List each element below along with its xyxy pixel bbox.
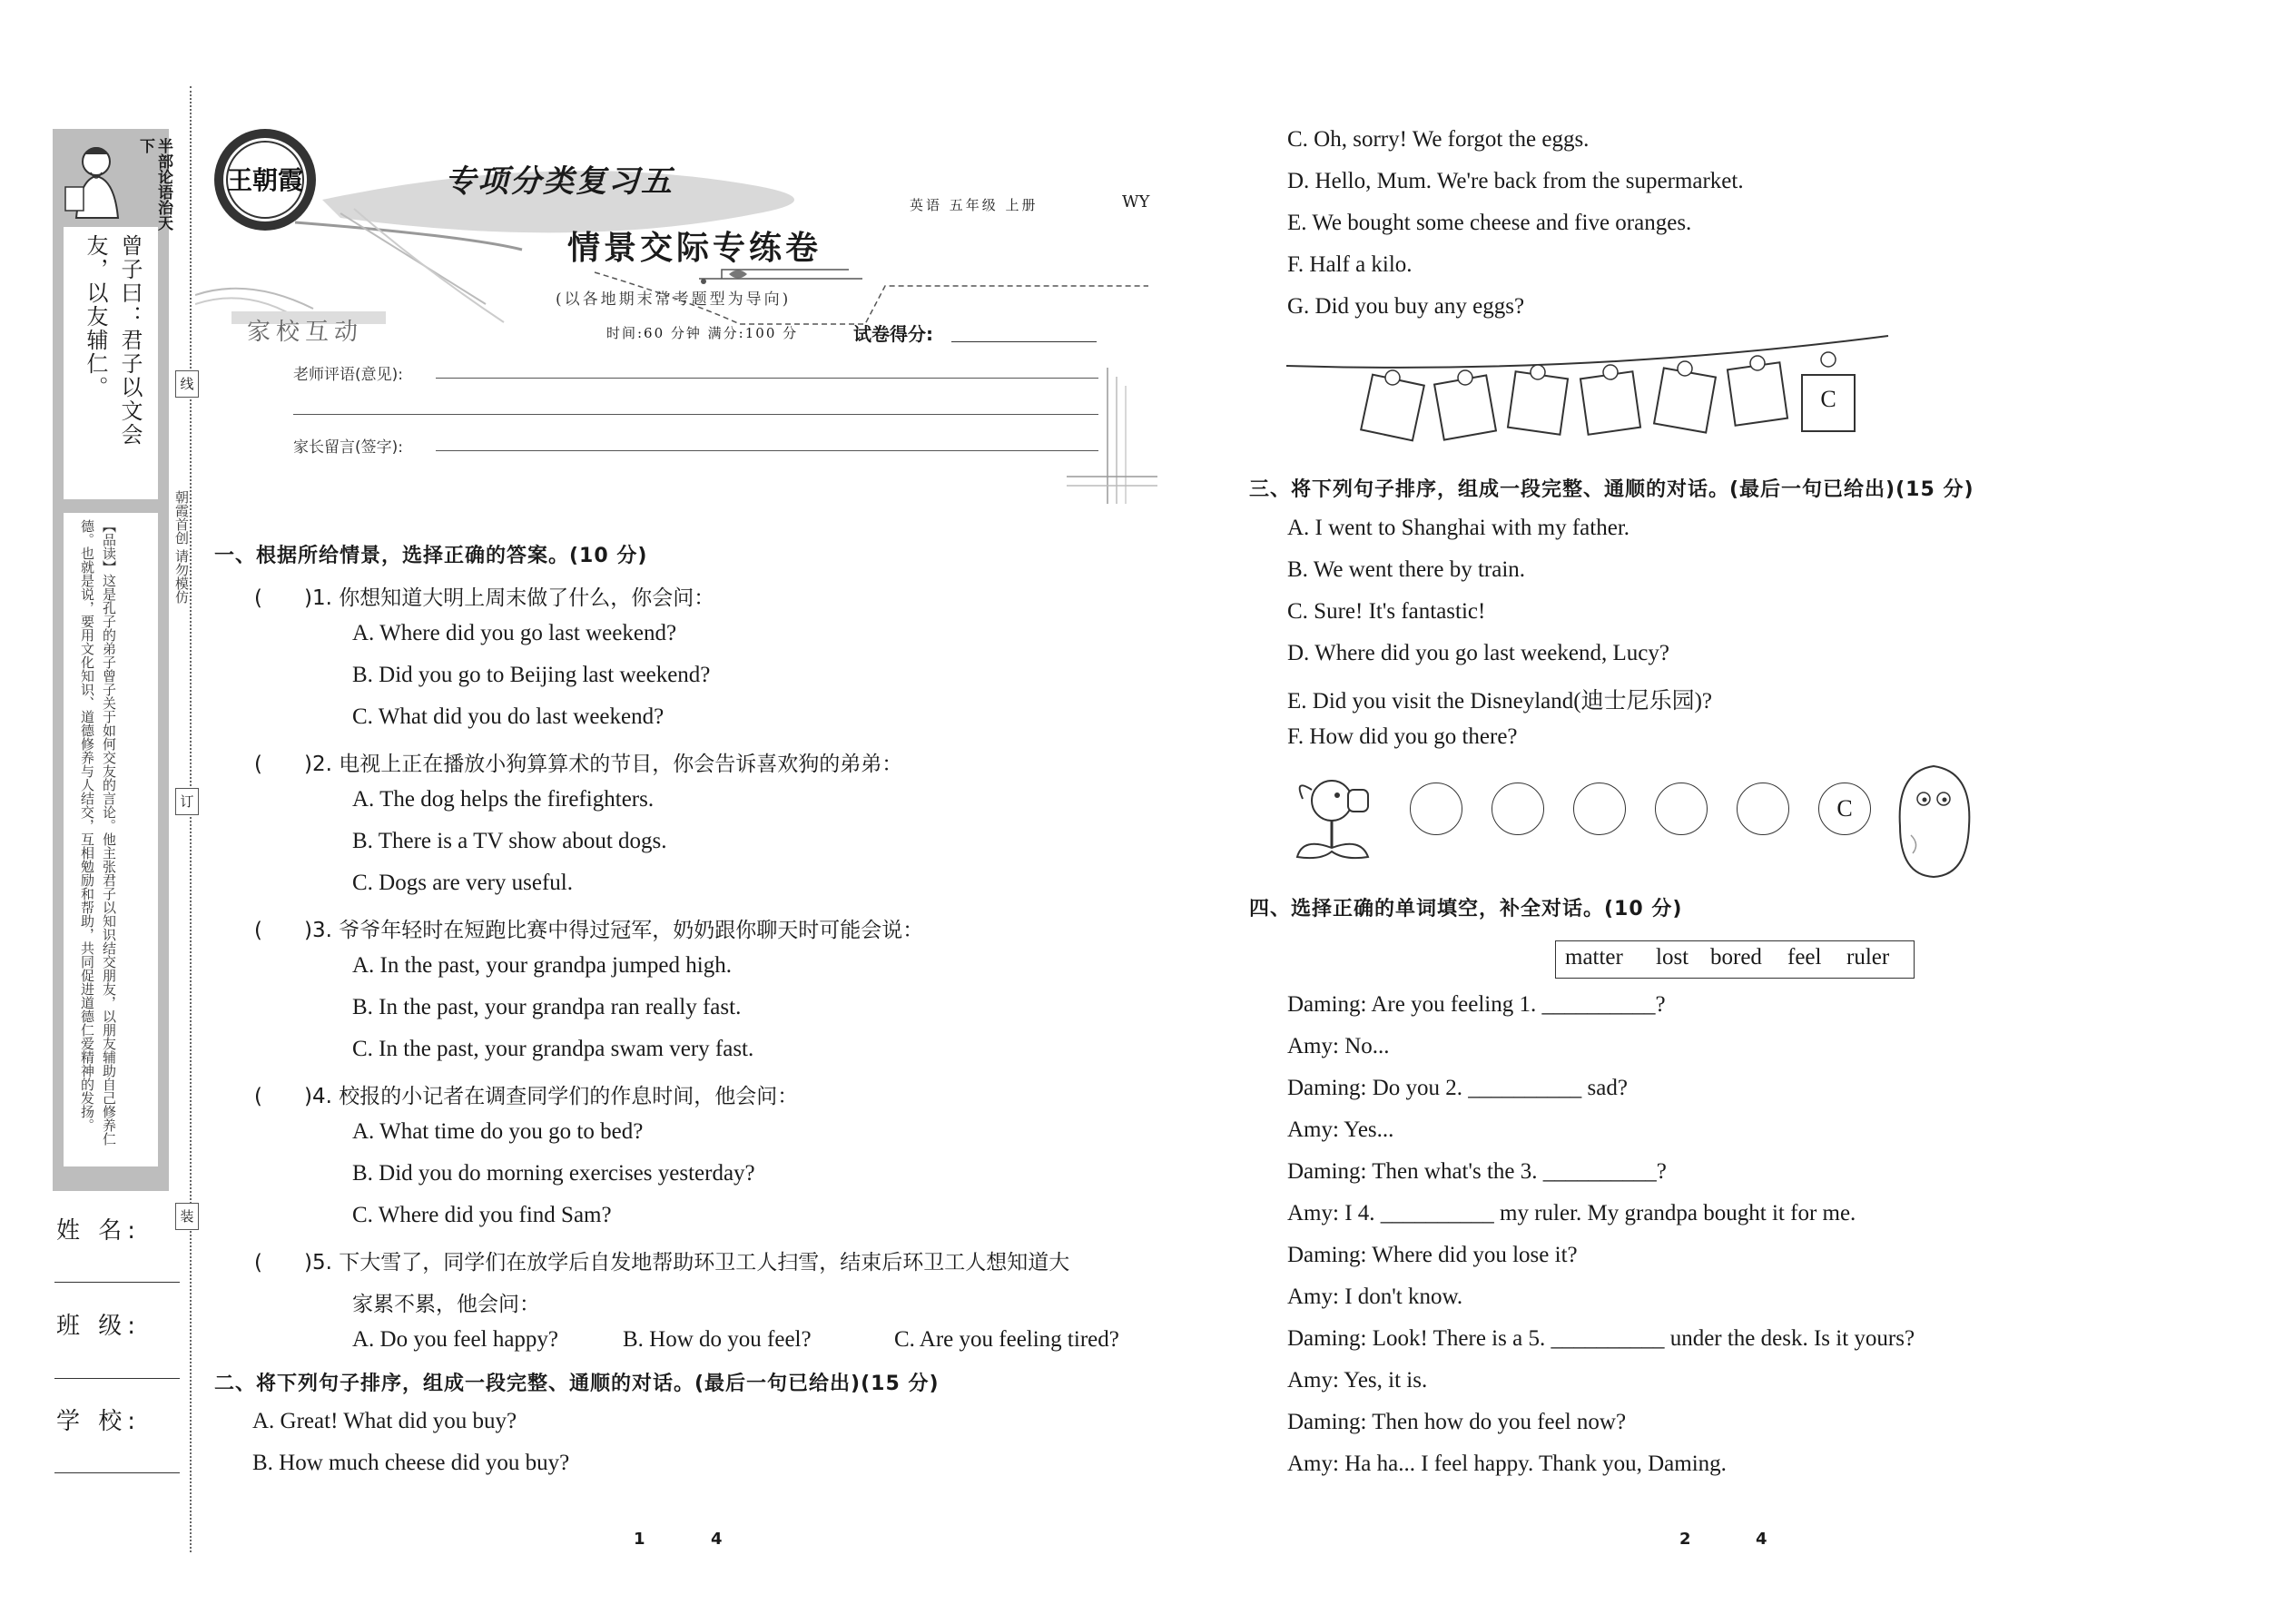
- name-label: 姓 名:: [56, 1217, 142, 1245]
- word-lost: lost: [1656, 945, 1689, 969]
- s3-answer-circle-2[interactable]: [1492, 782, 1544, 835]
- dialogue-line-7: Daming: Where did you lose it?: [1287, 1243, 1578, 1267]
- q3-option-b: B. In the past, your grandpa ran really fast.: [352, 995, 742, 1019]
- q2-stem: ( )2. 电视上正在播放小狗算算术的节目，你会告诉喜欢狗的弟弟：: [254, 753, 903, 776]
- dialogue-line-10: Amy: Yes, it is.: [1287, 1368, 1428, 1393]
- s3-item-b: B. We went there by train.: [1287, 557, 1526, 582]
- word-matter: matter: [1565, 945, 1623, 969]
- section2-title: 二、将下列句子排序，组成一段完整、通顺的对话。(最后一句已给出)(15 分): [214, 1373, 940, 1395]
- s3-item-a: A. I went to Shanghai with my father.: [1287, 516, 1630, 540]
- page-title: 专项分类复习五: [445, 163, 674, 200]
- subject-info: 英语 五年级 上册: [910, 197, 1039, 213]
- s3-item-e: E. Did you visit the Disneyland(迪士尼乐园)?: [1287, 689, 1712, 714]
- s2-item-d: D. Hello, Mum. We're back from the supermarket.: [1287, 169, 1744, 193]
- q1-stem: ( )1. 你想知道大明上周末做了什么，你会问：: [254, 586, 715, 610]
- sage-illustration-icon: [58, 136, 131, 222]
- copyright-note: 朝霞首创 请勿模仿: [173, 490, 190, 604]
- class-label: 班 级:: [56, 1313, 142, 1340]
- s3-answer-circle-4[interactable]: [1655, 782, 1708, 835]
- s2-item-g: G. Did you buy any eggs?: [1287, 294, 1525, 319]
- s3-answer-circle-3[interactable]: [1573, 782, 1626, 835]
- dialogue-line-9: Daming: Look! There is a 5. __________ under the desk. Is it yours?: [1287, 1326, 1915, 1351]
- q4-stem: ( )4. 校报的小记者在调查同学们的作息时间，他会问：: [254, 1085, 799, 1108]
- left-page-total: 4: [711, 1530, 723, 1549]
- dialogue-line-6: Amy: I 4. __________ my ruler. My grandpa bought it for me.: [1287, 1201, 1856, 1225]
- s2-item-f: F. Half a kilo.: [1287, 252, 1413, 277]
- right-page-number: 2: [1679, 1530, 1691, 1549]
- q2-option-a: A. The dog helps the firefighters.: [352, 787, 655, 812]
- q3-stem: ( )3. 爷爷年轻时在短跑比赛中得过冠军，奶奶跟你聊天时可能会说：: [254, 919, 924, 942]
- section1-title: 一、根据所给情景，选择正确的答案。(10 分): [214, 545, 648, 567]
- name-field[interactable]: [54, 1282, 180, 1283]
- score-label: 试卷得分:: [853, 323, 933, 345]
- q1-option-b: B. Did you go to Beijing last weekend?: [352, 663, 711, 687]
- s3-item-f: F. How did you go there?: [1287, 724, 1518, 749]
- s2-item-a: A. Great! What did you buy?: [252, 1409, 517, 1433]
- dialogue-line-5: Daming: Then what's the 3. __________?: [1287, 1159, 1667, 1184]
- subject-code: WY: [1122, 192, 1150, 212]
- s3-item-d: D. Where did you go last weekend, Lucy?: [1287, 641, 1669, 665]
- word-bored: bored: [1710, 945, 1762, 969]
- motto: 半部论语治天下: [136, 138, 172, 231]
- s2-item-b: B. How much cheese did you buy?: [252, 1451, 570, 1475]
- parent-message-field[interactable]: [436, 450, 1098, 451]
- q3-option-c: C. In the past, your grandpa swam very fast.: [352, 1037, 754, 1061]
- svg-text:王朝霞: 王朝霞: [226, 165, 304, 195]
- q5-stem: ( )5. 下大雪了，同学们在放学后自发地帮助环卫工人扫雪，结束后环卫工人想知道大: [254, 1251, 1070, 1275]
- s3-answer-circle-5[interactable]: [1737, 782, 1789, 835]
- q4-option-c: C. Where did you find Sam?: [352, 1203, 612, 1227]
- dialogue-line-12: Amy: Ha ha... I feel happy. Thank you, Daming.: [1287, 1452, 1727, 1476]
- right-page-total: 4: [1756, 1530, 1767, 1549]
- section3-title: 三、将下列句子排序，组成一段完整、通顺的对话。(最后一句已给出)(15 分): [1249, 478, 1974, 501]
- dialogue-line-3: Daming: Do you 2. __________ sad?: [1287, 1076, 1628, 1100]
- q1-option-c: C. What did you do last weekend?: [352, 704, 665, 729]
- class-field[interactable]: [54, 1378, 180, 1379]
- dialogue-line-4: Amy: Yes...: [1287, 1117, 1394, 1142]
- quote-commentary: 【品读】这是孔子的弟子曾子关于如何交友的言论。他主张君子以知识结交朋友，以朋友辅助自己修养仁德。也就是说，要用文化知识、道德修养与人结交，互相勉励和帮助，共同促进道德仁爱精神的发扬。: [79, 519, 117, 1146]
- page-subtitle: 情景交际专练卷: [567, 229, 822, 267]
- dialogue-line-8: Amy: I don't know.: [1287, 1284, 1463, 1309]
- side-box-bind: 订: [175, 788, 199, 815]
- q5-stem-cont: 家累不累，他会问：: [352, 1293, 540, 1316]
- title-note: (以各地期末常考题型为导向): [556, 290, 792, 309]
- score-field[interactable]: [951, 341, 1097, 342]
- q4-option-b: B. Did you do morning exercises yesterday?: [352, 1161, 755, 1186]
- peashooter-illustration-icon: [1285, 773, 1384, 864]
- q2-option-b: B. There is a TV show about dogs.: [352, 829, 667, 853]
- parent-message-label: 家长留言(签字):: [293, 438, 403, 457]
- q5-option-a: A. Do you feel happy?: [352, 1327, 559, 1352]
- dialogue-line-11: Daming: Then how do you feel now?: [1287, 1410, 1627, 1434]
- s3-given-answer: C: [1818, 782, 1871, 835]
- school-label: 学 校:: [56, 1408, 142, 1435]
- word-bank: [1555, 940, 1915, 979]
- teacher-comment-field[interactable]: [436, 378, 1098, 379]
- q5-option-c: C. Are you feeling tired?: [894, 1327, 1119, 1352]
- q2-option-c: C. Dogs are very useful.: [352, 871, 573, 895]
- time-info: 时间:60 分钟 满分:100 分: [606, 325, 799, 341]
- confucius-quote: 曾子曰：君子以文会友，以友辅仁。: [83, 234, 143, 447]
- s2-item-e: E. We bought some cheese and five oranges.: [1287, 211, 1692, 235]
- q5-option-b: B. How do you feel?: [623, 1327, 812, 1352]
- school-field[interactable]: [54, 1472, 180, 1473]
- s2-item-c: C. Oh, sorry! We forgot the eggs.: [1287, 127, 1590, 152]
- teacher-comment-line2[interactable]: [293, 414, 1098, 415]
- teacher-comment-label: 老师评语(意见):: [293, 366, 403, 384]
- s2-given-answer: C: [1820, 386, 1836, 412]
- section4-title: 四、选择正确的单词填空，补全对话。(10 分): [1249, 898, 1683, 920]
- wallnut-illustration-icon: [1893, 763, 1974, 881]
- side-box-staple: 装: [175, 1203, 199, 1230]
- side-box-line: 线: [175, 370, 199, 398]
- logo-seal-icon: [211, 125, 320, 234]
- q1-option-a: A. Where did you go last weekend?: [352, 621, 677, 645]
- q3-option-a: A. In the past, your grandpa jumped high.: [352, 953, 732, 978]
- q4-option-a: A. What time do you go to bed?: [352, 1119, 644, 1144]
- dialogue-line-1: Daming: Are you feeling 1. __________?: [1287, 992, 1666, 1017]
- cut-line: [190, 86, 192, 1552]
- dialogue-line-2: Amy: No...: [1287, 1034, 1390, 1058]
- s3-answer-circle-1[interactable]: [1410, 782, 1462, 835]
- left-page-number: 1: [634, 1530, 645, 1549]
- word-ruler: ruler: [1846, 945, 1890, 969]
- word-feel: feel: [1787, 945, 1822, 969]
- home-school-banner: 家校互动: [247, 319, 364, 346]
- s3-item-c: C. Sure! It's fantastic!: [1287, 599, 1486, 624]
